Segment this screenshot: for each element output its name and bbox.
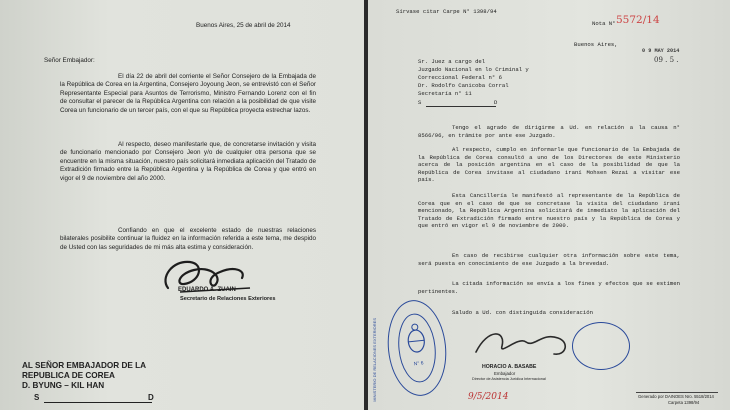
paragraph: Al respecto, deseo manifestarle que, de concretarse invitación y visita de funcionario mencionado por Consejero Jeon y/o de cualquier otra persona que se encuentre en la misma situación, nuestro país solicitará inmediata aplicación del Tratado de Extradición firmado entre la República Argentina y la República de Corea y que entró en vigor el 9 de noviembre del año 2000. [60, 141, 316, 182]
header-cite: Sírvase citar Carpe N° 1398/94 [396, 8, 497, 15]
addressee-line: AL SEÑOR EMBAJADOR DE LA [22, 361, 147, 370]
signer-subtitle: Director de Asistencia Jurídica Internacional [472, 377, 546, 381]
handwritten-date-short: 09 . 5 . [654, 56, 679, 64]
handwritten-date: 9/5/2014 [468, 392, 509, 402]
addressee-line: REPUBLICA DE COREA [22, 371, 115, 380]
signer-name: HORACIO A. BASABE [482, 364, 537, 370]
paragraph: Tengo el agrado de dirigirme a Ud. en relación a la causa n° 8566/96, en trámite por ante ese Juzgado. [418, 124, 680, 139]
footer-generated: Generado por DAINOES Nro. 5518/2014 [638, 394, 714, 399]
signer-name: EDUARDO A. ZUAIN [178, 287, 236, 293]
paragraph: Esta Cancillería le manifestó al representante de la República de Corea que en el caso de que se concretase la visita del ciudadano iraní mencionado, la República Argentina solicitará de inmediato la aplicación del Tratado de Extradición firmado entre nuestro país y la República de Corea y que entró en vigor el 9 de noviembre de 2000. [418, 192, 680, 229]
addressee-line: Sr. Juez a cargo del [418, 58, 486, 65]
signer-title: Secretario de Relaciones Exteriores [180, 296, 276, 302]
nota-number: 5572/14 [616, 14, 660, 26]
addressee-line: Correccional Federal n° 6 [418, 74, 502, 81]
seal-text: MINISTERIO DE RELACIONES EXTERIORES [372, 318, 377, 402]
paragraph: El día 22 de abril del corriente el Señor Consejero de la Embajada de la República de Corea en la Argentina, Consejero Joyoung Jeon, se entrevistó con el Señor Representante Especial para Asuntos de Terrorismo, Ministro Fernando Lorenz con el fin de consultar el parecer de la República Argentina con relación a la posibilidad de que visite Corea un funcionario de un tercer país, con el que su República proyecta estrechar lazos. [60, 73, 316, 114]
addressee-rule [44, 402, 152, 403]
ministry-seal [383, 297, 451, 399]
paragraph: Confiando en que el excelente estado de nuestras relaciones bilaterales posibilite continuar la fluidez en la información referida a este tema, me despido de Usted con las seguridades de mi más alta estima y consideración. [60, 227, 316, 251]
nota-label: Nota N° [592, 20, 616, 27]
footer-rule [636, 392, 718, 393]
coat-of-arms-icon [384, 298, 450, 397]
closing: Saludo a Ud. con distinguida consideración [452, 309, 593, 316]
paragraph: Al respecto, cumplo en informarle que funcionario de la Embajada de la República de Corea consultó a uno de los Directores de este Ministerio acerca de la posición argentina en el caso de la posibilidad de que la República de Corea invitase al ciudadano iraní Mohsen Rezai a visitar ese país. [418, 146, 680, 183]
signer-title: Embajador [494, 371, 516, 376]
addressee-s: S [418, 99, 422, 106]
footer-carpeta: Carpeta 1398/94 [668, 400, 700, 405]
addressee-s: S [34, 393, 40, 402]
addressee-d: D [148, 393, 154, 402]
city: Buenos Aires, [574, 41, 618, 48]
paragraph: La citada información se envía a los fines y efectos que se estimen pertinentes. [418, 280, 680, 295]
paragraph: En caso de recibirse cualquier otra información sobre este tema, será puesta en conocimiento de ese Juzgado a la brevedad. [418, 252, 680, 267]
addressee-line: Dr. Rodolfo Canicoba Corral [418, 82, 509, 89]
salutation: Señor Embajador: [44, 57, 95, 64]
right-letter [368, 0, 730, 410]
addressee-d: D [494, 99, 498, 106]
handwritten-signature [466, 322, 586, 364]
addressee-line: Secretaría n° 11 [418, 90, 472, 97]
date-stamp: 0 9 MAY 2014 [642, 48, 680, 54]
letter-date: Buenos Aires, 25 de abril de 2014 [196, 22, 291, 29]
addressee-rule [426, 106, 496, 107]
left-letter [0, 0, 364, 410]
addressee-line: Juzgado Nacional en lo Criminal y [418, 66, 529, 73]
seal-number: N° 6 [413, 360, 424, 368]
addressee-line: D. BYUNG – KIL HAN [22, 381, 105, 390]
